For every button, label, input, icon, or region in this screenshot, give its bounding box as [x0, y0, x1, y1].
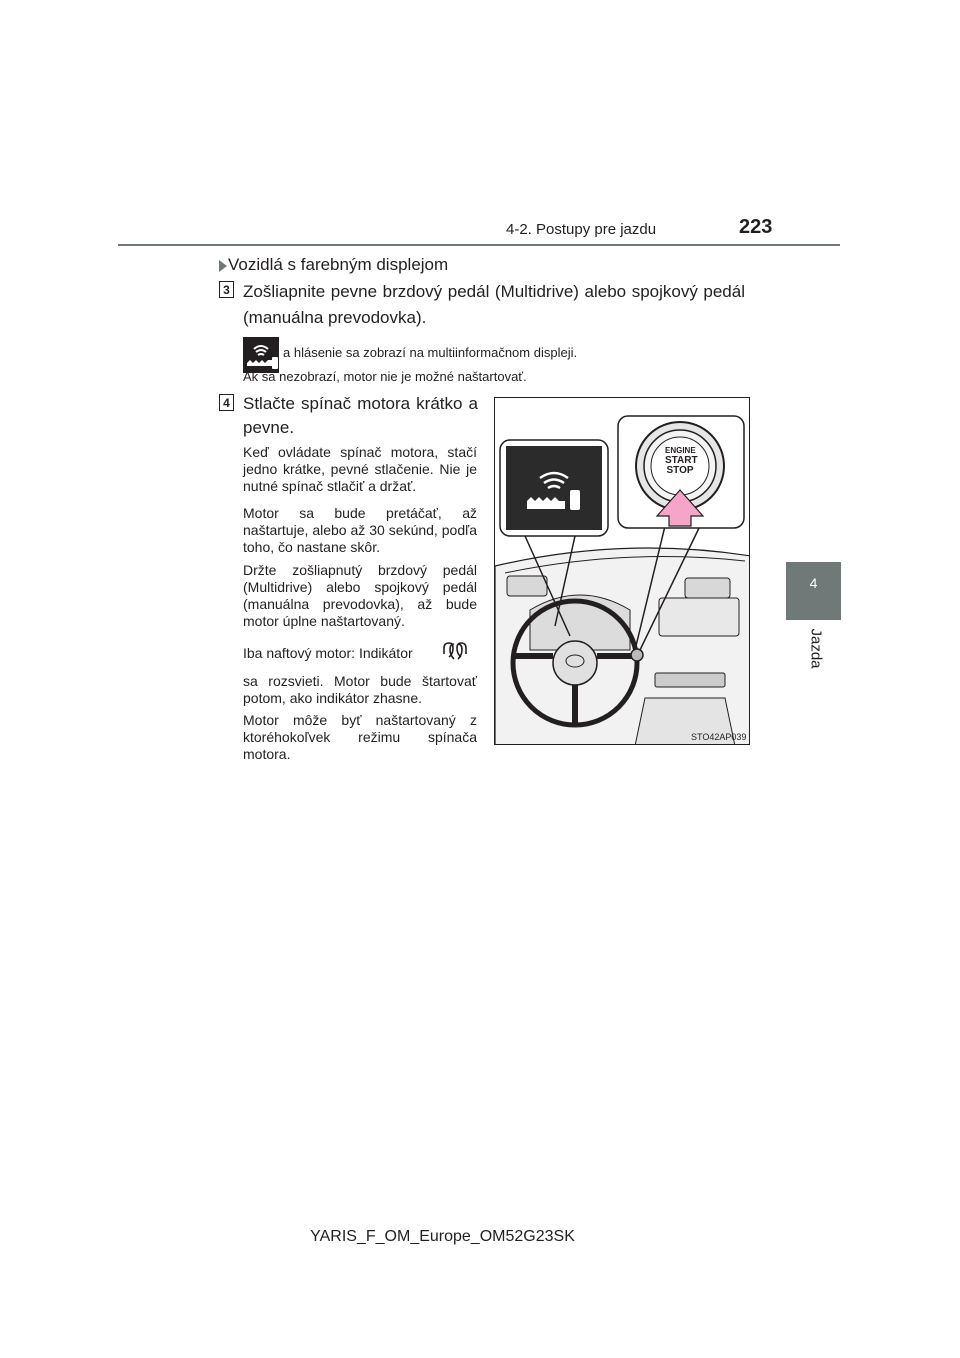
paragraph-press-once: Keď ovládate spínač motora, stačí jedno krátke, pevné stlačenie. Nie je nutné spínač stlačiť a držať.	[243, 444, 477, 494]
chapter-tab-label: Jazda	[807, 628, 825, 669]
paragraph-diesel-b: sa rozsvieti. Motor bude štartovať potom, ako indikátor zhasne.	[243, 673, 477, 706]
dashboard-illustration	[494, 397, 750, 745]
step-4-text: Stlačte spínač motora krátko a pevne.	[243, 394, 478, 437]
paragraph-diesel-a: Iba naftový motor: Indikátor	[243, 645, 413, 661]
step-3-text: Zošliapnite pevne brzdový pedál (Multidrive) alebo spojkový pedál (manuálna prevodovka).	[243, 282, 745, 327]
button-line-start: START	[665, 455, 698, 466]
glow-plug-icon	[438, 640, 472, 664]
engine-start-stop-label	[665, 446, 698, 476]
display-message-note: a hlásenie sa zobrazí na multiinformačnom displeji.	[283, 345, 578, 360]
header-section-title: 4-2. Postupy pre jazdu	[506, 221, 657, 238]
paragraph-hold-pedal: Držte zošliapnutý brzdový pedál (Multidrive) alebo spojkový pedál (manuálna prevodovka), až bude motor úplne naštartovaný.	[243, 562, 477, 629]
header-rule	[118, 244, 840, 246]
key-with-signal-icon	[243, 337, 279, 373]
page-number: 223	[739, 216, 773, 238]
chapter-tab-number: 4	[809, 575, 818, 591]
paragraph-any-mode: Motor môže byť naštartovaný z ktoréhokoľvek režimu spínača motora.	[243, 712, 477, 762]
step-number-4: 4	[219, 394, 234, 411]
triangle-bullet-icon	[219, 260, 227, 272]
subheading: Vozidlá s farebným displejom	[228, 255, 449, 274]
figure-code: STO42AP039	[691, 732, 747, 742]
document-footer	[0, 1228, 960, 1246]
button-line-stop: STOP	[666, 465, 694, 476]
paragraph-cranking: Motor sa bude pretáčať, až naštartuje, alebo až 30 sekúnd, podľa toho, čo nastane skôr.	[243, 505, 477, 555]
step-number-3: 3	[219, 281, 234, 298]
button-line-engine: ENGINE	[665, 446, 696, 455]
footer-text: YARIS_F_OM_Europe_OM52G23SK	[310, 1228, 575, 1245]
no-start-note: Ak sa nezobrazí, motor nie je možné naštartovať.	[243, 369, 527, 384]
